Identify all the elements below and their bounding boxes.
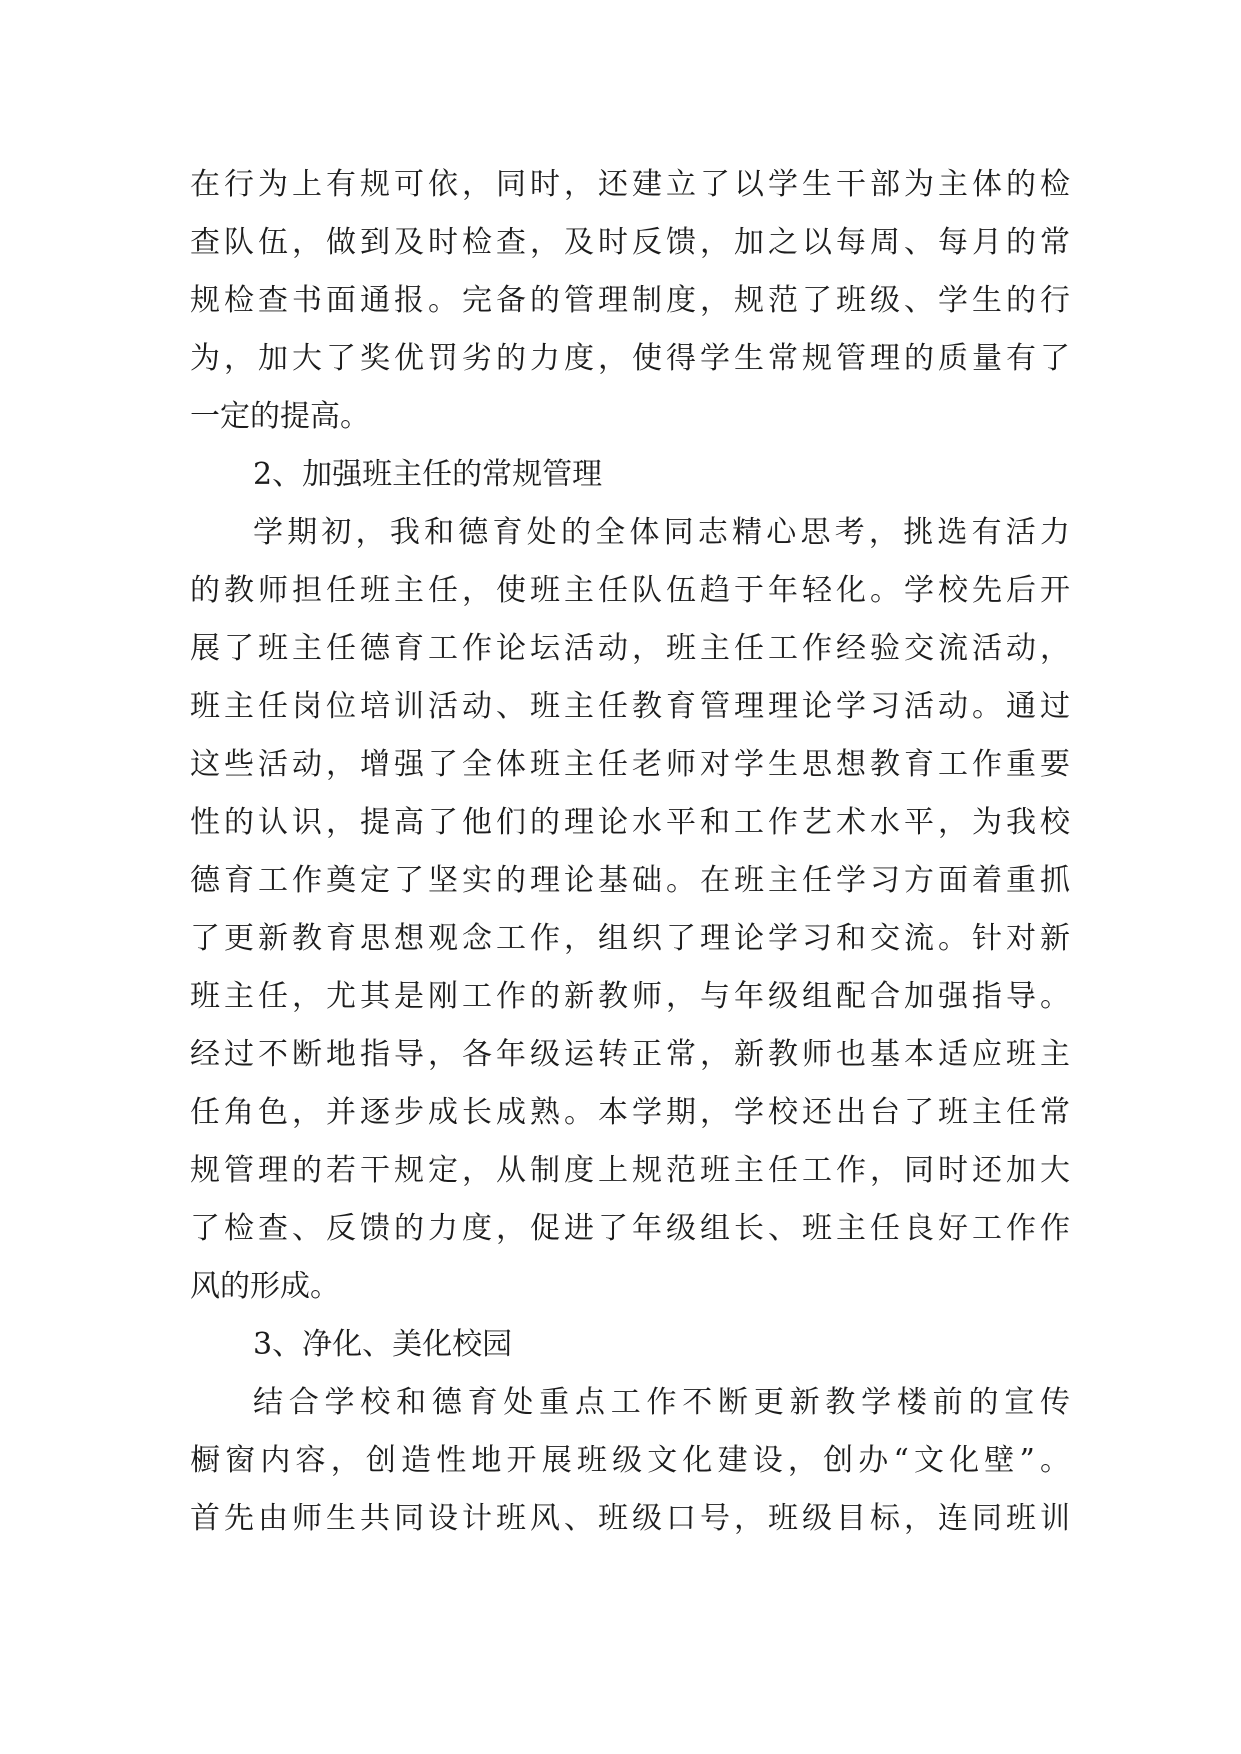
text-line: 班主任，尤其是刚工作的新教师，与年级组配合加强指导。 bbox=[190, 979, 1070, 1014]
text-line: 任角色，并逐步成长成熟。本学期，学校还出台了班主任常 bbox=[190, 1095, 1070, 1130]
text-line: 这些活动，增强了全体班主任老师对学生思想教育工作重要 bbox=[190, 747, 1070, 782]
text-line: 德育工作奠定了坚实的理论基础。在班主任学习方面着重抓 bbox=[190, 863, 1070, 898]
text-line: 查队伍，做到及时检查，及时反馈，加之以每周、每月的常 bbox=[190, 225, 1070, 260]
text-line: 班主任岗位培训活动、班主任教育管理理论学习活动。通过 bbox=[190, 689, 1070, 724]
text-line: 规管理的若干规定，从制度上规范班主任工作，同时还加大 bbox=[190, 1153, 1070, 1188]
document-body bbox=[190, 156, 1070, 1548]
text-line: 风的形成。 bbox=[190, 1269, 340, 1304]
text-line: 2、加强班主任的常规管理 bbox=[253, 457, 603, 492]
text-line: 经过不断地指导，各年级运转正常，新教师也基本适应班主 bbox=[190, 1037, 1070, 1072]
text-line: 学期初，我和德育处的全体同志精心思考，挑选有活力 bbox=[253, 515, 1070, 550]
text-line: 首先由师生共同设计班风、班级口号，班级目标，连同班训 bbox=[190, 1501, 1070, 1536]
text-line: 展了班主任德育工作论坛活动，班主任工作经验交流活动， bbox=[190, 631, 1070, 666]
text-line: 性的认识，提高了他们的理论水平和工作艺术水平，为我校 bbox=[190, 805, 1070, 840]
text-line: 在行为上有规可依，同时，还建立了以学生干部为主体的检 bbox=[190, 167, 1070, 202]
text-line: 了检查、反馈的力度，促进了年级组长、班主任良好工作作 bbox=[190, 1211, 1070, 1246]
text-line: 一定的提高。 bbox=[190, 399, 370, 434]
text-line: 结合学校和德育处重点工作不断更新教学楼前的宣传 bbox=[253, 1385, 1070, 1420]
text-line: 橱窗内容，创造性地开展班级文化建设，创办“文化壁”。 bbox=[190, 1443, 1070, 1478]
text-line: 规检查书面通报。完备的管理制度，规范了班级、学生的行 bbox=[190, 283, 1070, 318]
text-line: 的教师担任班主任，使班主任队伍趋于年轻化。学校先后开 bbox=[190, 573, 1070, 608]
text-line: 为，加大了奖优罚劣的力度，使得学生常规管理的质量有了 bbox=[190, 341, 1070, 376]
text-line: 3、净化、美化校园 bbox=[253, 1327, 513, 1362]
text-line: 了更新教育思想观念工作，组织了理论学习和交流。针对新 bbox=[190, 921, 1070, 956]
